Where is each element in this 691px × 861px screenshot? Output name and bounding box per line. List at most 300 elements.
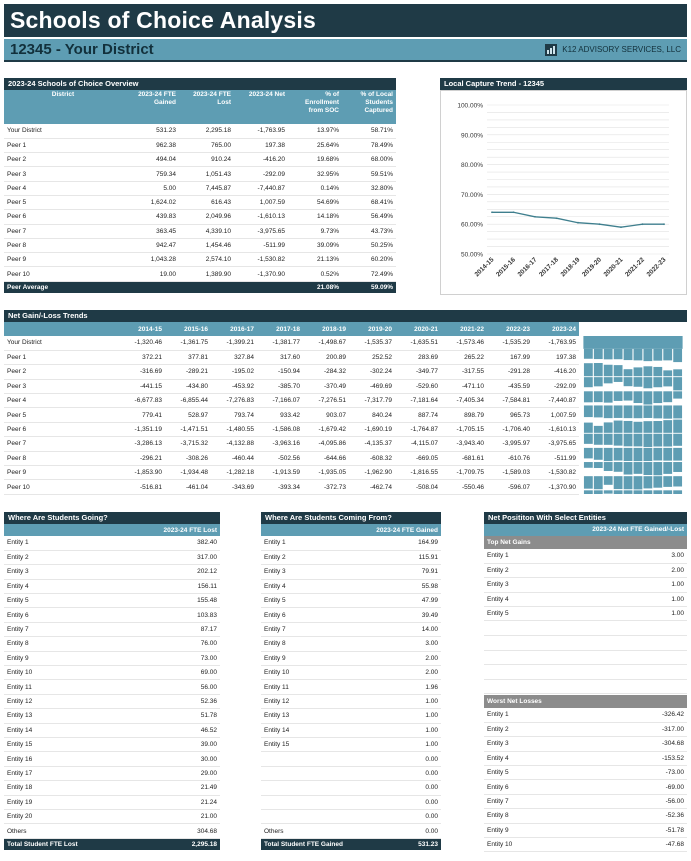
- entity-value: 0.00: [361, 781, 441, 795]
- overview-cell: 68.41%: [342, 195, 396, 209]
- table-row: [4, 253, 396, 267]
- spark-bar: [604, 434, 613, 445]
- data-point: [577, 222, 579, 224]
- spark-bar: [673, 405, 682, 418]
- entity-value: 39.49: [361, 608, 441, 622]
- spark-bar: [643, 434, 652, 447]
- netgl-cell: 933.42: [257, 408, 303, 422]
- spark-bar: [634, 448, 643, 461]
- netgl-cell: -3,943.40: [441, 437, 487, 451]
- overview-cell: 7,445.87: [179, 181, 234, 195]
- entity-value: 1.00: [361, 737, 441, 751]
- entity-name: Entity 7: [484, 794, 604, 808]
- spark-bar: [653, 367, 662, 376]
- netgl-cell: -508.04: [395, 480, 441, 494]
- spark-bar: [624, 490, 633, 494]
- list-item: [261, 651, 441, 665]
- entity-name: Entity 3: [261, 565, 361, 579]
- coming-title: Where Are Students Coming From?: [261, 512, 441, 524]
- netgl-cell: -7,405.34: [441, 394, 487, 408]
- entity-value: 0.00: [361, 766, 441, 780]
- chart-frame: [440, 90, 687, 295]
- spark-bar: [673, 377, 682, 390]
- entity-value: 87.17: [134, 622, 220, 636]
- spark-bar: [594, 426, 603, 433]
- overview-cell: 72.49%: [342, 267, 396, 281]
- worst-losses-header: Worst Net Losses: [484, 695, 687, 708]
- entity-value: 0.00: [361, 824, 441, 838]
- netgl-cell: 887.74: [395, 408, 441, 422]
- list-item: [261, 723, 441, 737]
- netgl-cell: -1,370.90: [533, 480, 579, 494]
- netgl-cell: -1,282.18: [211, 466, 257, 480]
- spark-bar: [614, 391, 623, 401]
- spark-bar: [584, 405, 593, 417]
- overview-cell: 1,043.28: [122, 253, 179, 267]
- entity-value: -326.42: [604, 708, 687, 722]
- entity-name: Entity 19: [4, 795, 134, 809]
- spark-bar: [594, 405, 603, 417]
- overview-footer-cell: [122, 281, 179, 293]
- spark-bar: [673, 434, 682, 446]
- entity-value: 55.98: [361, 579, 441, 593]
- netgl-cell: -195.02: [211, 365, 257, 379]
- netgl-cell: -4,132.88: [211, 437, 257, 451]
- spark-bar: [624, 405, 633, 418]
- overview-cell: 616.43: [179, 195, 234, 209]
- list-item: [484, 592, 687, 606]
- table-row: [4, 195, 396, 209]
- netgl-cell: -7,276.83: [211, 394, 257, 408]
- netgl-cell: -4,135.37: [349, 437, 395, 451]
- netgl-cell: -372.73: [303, 480, 349, 494]
- list-item: [4, 680, 220, 694]
- year-header: 2019-20: [368, 325, 392, 333]
- spark-bar: [624, 448, 633, 461]
- list-item: [261, 694, 441, 708]
- entity-value: 2.00: [361, 666, 441, 680]
- list-item: [484, 809, 687, 823]
- spark-bar: [594, 490, 603, 494]
- x-tick-label: 2018-19: [559, 256, 582, 279]
- overview-footer-cell: [179, 281, 234, 293]
- brand: [545, 39, 681, 61]
- entity-name: Entity 12: [261, 694, 361, 708]
- entity-name: Entity 12: [4, 694, 134, 708]
- x-tick-label: 2019-20: [581, 256, 603, 279]
- list-item: [484, 780, 687, 794]
- entity-name: Entity 3: [4, 565, 134, 579]
- overview-col-header: % of Enrollment from SOC: [305, 91, 339, 114]
- entity-value: -56.00: [604, 794, 687, 808]
- overview-cell: 962.38: [122, 138, 179, 152]
- list-item: [484, 837, 687, 851]
- spark-bar: [634, 490, 643, 494]
- netgl-cell: -296.21: [119, 451, 165, 465]
- netpos-title: Net Posititon With Select Entities: [484, 512, 687, 524]
- netgl-cell: -6,677.83: [119, 394, 165, 408]
- spark-bar: [584, 490, 593, 494]
- list-item: [484, 563, 687, 577]
- netgl-cell: 377.81: [165, 350, 211, 364]
- list-item: [261, 752, 441, 766]
- netgl-cell: -669.05: [395, 451, 441, 465]
- netgl-cell: 779.41: [119, 408, 165, 422]
- spark-bar: [663, 370, 672, 376]
- netgl-cell: 1,007.59: [533, 408, 579, 422]
- overview-cell: 0.14%: [288, 181, 342, 195]
- spark-bar: [663, 462, 672, 474]
- netgl-cell: -471.10: [441, 379, 487, 393]
- spark-bar: [584, 391, 593, 402]
- netgl-cell: -1,589.03: [487, 466, 533, 480]
- spark-bar: [673, 462, 682, 472]
- list-item: [261, 637, 441, 651]
- y-tick-label: 70.00%: [460, 191, 483, 199]
- data-point: [513, 211, 515, 213]
- list-item: [4, 824, 220, 838]
- overview-cell: 4,339.10: [179, 224, 234, 238]
- spark-bar: [604, 448, 613, 461]
- netgl-cell: -1,913.59: [257, 466, 303, 480]
- netgl-cell: -434.80: [165, 379, 211, 393]
- list-item: [4, 723, 220, 737]
- table-row: [4, 210, 396, 224]
- entity-name: Entity 9: [4, 651, 134, 665]
- entity-name: Entity 14: [261, 723, 361, 737]
- netgl-cell: 793.74: [211, 408, 257, 422]
- netgl-cell: 898.79: [441, 408, 487, 422]
- year-header: 2016-17: [230, 325, 254, 333]
- entity-value: 39.00: [134, 737, 220, 751]
- entity-name: Entity 10: [261, 666, 361, 680]
- overview-footer-cell: 21.08%: [288, 281, 342, 293]
- report-title: Schools of Choice Analysis: [4, 4, 687, 37]
- netgl-cell: -1,705.15: [441, 422, 487, 436]
- overview-cell: -3,975.65: [234, 224, 288, 238]
- entity-name: Entity 13: [261, 709, 361, 723]
- netgl-cell: -292.09: [533, 379, 579, 393]
- coming-total-value: 531.23: [361, 838, 441, 850]
- netgl-cell: 965.73: [487, 408, 533, 422]
- overview-cell: -511.99: [234, 238, 288, 252]
- spark-bar: [663, 448, 672, 461]
- list-item: [4, 752, 220, 766]
- overview-cell: 58.71%: [342, 124, 396, 138]
- entity-value: 2.00: [604, 563, 687, 577]
- netgl-cell: -1,399.21: [211, 336, 257, 350]
- spark-bar: [594, 363, 603, 376]
- netgl-cell: -1,935.05: [303, 466, 349, 480]
- overview-cell: 1,389.90: [179, 267, 234, 281]
- overview-cell: 14.18%: [288, 210, 342, 224]
- entity-name: Entity 1: [261, 536, 361, 550]
- list-item: [484, 794, 687, 808]
- netgl-cell: -7,276.51: [303, 394, 349, 408]
- list-item: [261, 709, 441, 723]
- netgl-cell: 327.84: [211, 350, 257, 364]
- spark-bar: [634, 422, 643, 433]
- entity-value: 29.00: [134, 766, 220, 780]
- netgl-cell: 197.38: [533, 350, 579, 364]
- year-header: 2022-23: [506, 325, 530, 333]
- entity-value: 1.00: [361, 709, 441, 723]
- coming-col-header: 2023-24 FTE Gained: [376, 526, 438, 534]
- spark-bar: [663, 420, 672, 433]
- entity-name: Entity 1: [484, 708, 604, 722]
- netgl-cell: -516.81: [119, 480, 165, 494]
- netgl-cell: 265.22: [441, 350, 487, 364]
- district-label: Peer 2: [4, 153, 122, 167]
- going-table: [4, 524, 220, 850]
- spark-bar: [634, 405, 643, 418]
- spark-header: [583, 336, 682, 349]
- overview-cell: -1,610.13: [234, 210, 288, 224]
- entity-value: 14.00: [361, 622, 441, 636]
- overview-cell: 942.47: [122, 238, 179, 252]
- entity-name: Entity 6: [484, 780, 604, 794]
- netgl-cell: -529.60: [395, 379, 441, 393]
- table-row: [4, 379, 579, 393]
- overview-cell: 32.80%: [342, 181, 396, 195]
- spark-bar: [584, 434, 593, 444]
- district-label: Peer 10: [4, 480, 119, 494]
- entity-value: 382.40: [134, 536, 220, 550]
- entity-value: 3.00: [361, 637, 441, 651]
- spark-bar: [663, 349, 672, 361]
- entity-name: Entity 14: [4, 723, 134, 737]
- spark-bar: [604, 391, 613, 402]
- data-point: [599, 223, 601, 225]
- entity-name: Entity 2: [484, 563, 604, 577]
- netgl-cell: -6,855.44: [165, 394, 211, 408]
- overview-cell: 531.23: [122, 124, 179, 138]
- overview-cell: 60.20%: [342, 253, 396, 267]
- netgl-cell: -644.66: [303, 451, 349, 465]
- spark-bar: [614, 490, 623, 494]
- spark-bar: [584, 377, 593, 387]
- netgl-cell: 528.97: [165, 408, 211, 422]
- netgl-cell: 167.99: [487, 350, 533, 364]
- entity-name: Entity 11: [4, 680, 134, 694]
- spark-bar: [604, 377, 613, 383]
- list-item: [484, 823, 687, 837]
- overview-cell: 759.34: [122, 167, 179, 181]
- x-tick-label: 2016-17: [516, 256, 539, 279]
- entity-value: 1.00: [604, 592, 687, 606]
- overview-cell: 39.09%: [288, 238, 342, 252]
- going-title: Where Are Students Going?: [4, 512, 220, 524]
- entity-name: Entity 5: [261, 594, 361, 608]
- table-row: [4, 138, 396, 152]
- overview-cell: 1,624.02: [122, 195, 179, 209]
- overview-cell: -1,370.90: [234, 267, 288, 281]
- district-name: 12345 - Your District: [10, 41, 154, 58]
- overview-table: [4, 90, 396, 293]
- spark-bar: [594, 476, 603, 489]
- entity-name: Others: [261, 824, 361, 838]
- list-item: [4, 766, 220, 780]
- list-item: [4, 637, 220, 651]
- netgl-cell: -1,498.67: [303, 336, 349, 350]
- netgl-cell: -453.92: [211, 379, 257, 393]
- spark-bar: [624, 369, 633, 376]
- district-label: Peer 4: [4, 181, 122, 195]
- netgl-cell: -1,709.75: [441, 466, 487, 480]
- spark-bar: [673, 490, 682, 494]
- list-item: [261, 579, 441, 593]
- entity-value: 30.00: [134, 752, 220, 766]
- spark-bar: [653, 349, 662, 361]
- overview-col-header: % of Local Students Captured: [360, 91, 393, 114]
- data-point: [642, 223, 644, 225]
- entity-name: Entity 15: [4, 737, 134, 751]
- entity-value: 0.00: [361, 809, 441, 823]
- spark-bar: [673, 476, 682, 486]
- entity-value: 47.99: [361, 594, 441, 608]
- list-item: [261, 622, 441, 636]
- entity-name: Entity 2: [484, 722, 604, 736]
- list-item: [261, 594, 441, 608]
- entity-value: -52.36: [604, 809, 687, 823]
- entity-value: -51.78: [604, 823, 687, 837]
- net-position-panel: [484, 512, 687, 852]
- netgl-cell: -1,763.95: [533, 336, 579, 350]
- entity-value: 3.00: [604, 549, 687, 563]
- entity-name: Entity 20: [4, 809, 134, 823]
- list-item: [4, 536, 220, 550]
- spark-bar: [643, 490, 652, 494]
- netgl-cell: 200.89: [303, 350, 349, 364]
- spark-bar: [624, 349, 633, 360]
- netgl-cell: -1,962.90: [349, 466, 395, 480]
- students-coming-panel: [261, 512, 441, 850]
- spark-bar: [653, 377, 662, 387]
- table-row: [4, 437, 579, 451]
- overview-cell: 363.45: [122, 224, 179, 238]
- netgl-cell: -1,530.82: [533, 466, 579, 480]
- netgl-cell: -349.77: [395, 365, 441, 379]
- netgl-cell: -370.49: [303, 379, 349, 393]
- x-tick-label: 2020-21: [602, 256, 625, 279]
- netgl-cell: -291.28: [487, 365, 533, 379]
- chart-title: Local Capture Trend - 12345: [440, 78, 687, 90]
- list-item: [4, 795, 220, 809]
- entity-name: Entity 7: [4, 622, 134, 636]
- list-item: [4, 737, 220, 751]
- spark-bar: [604, 405, 613, 418]
- entity-name: Entity 7: [261, 622, 361, 636]
- list-item: [484, 708, 687, 722]
- overview-cell: 19.00: [122, 267, 179, 281]
- overview-col-header: 2023-24 FTE Gained: [138, 91, 176, 106]
- entity-value: 0.00: [361, 795, 441, 809]
- netgl-cell: -511.99: [533, 451, 579, 465]
- list-item: [4, 781, 220, 795]
- x-tick-label: 2017-18: [538, 256, 560, 279]
- table-row: [4, 181, 396, 195]
- overview-cell: 439.83: [122, 210, 179, 224]
- netgl-cell: -7,584.81: [487, 394, 533, 408]
- netgl-cell: -1,471.51: [165, 422, 211, 436]
- district-label: Peer 7: [4, 224, 122, 238]
- list-item: [4, 666, 220, 680]
- table-row: [4, 153, 396, 167]
- district-label: Peer 3: [4, 379, 119, 393]
- entity-value: 1.96: [361, 680, 441, 694]
- going-total-label: Total Student FTE Lost: [4, 838, 134, 850]
- entity-value: 21.49: [134, 781, 220, 795]
- netgl-cell: -1,635.51: [395, 336, 441, 350]
- spark-bar: [643, 366, 652, 376]
- x-tick-label: 2015-16: [495, 256, 517, 279]
- overview-cell: 59.51%: [342, 167, 396, 181]
- entity-value: -73.00: [604, 765, 687, 779]
- spark-bar: [604, 365, 613, 376]
- spark-bar: [614, 365, 623, 376]
- spark-bar: [673, 448, 682, 461]
- overview-cell: 494.04: [122, 153, 179, 167]
- entity-value: 76.00: [134, 637, 220, 651]
- netgl-cell: -7,317.79: [349, 394, 395, 408]
- netgl-cell: -343.69: [211, 480, 257, 494]
- netgl-cell: -7,181.64: [395, 394, 441, 408]
- spark-bar: [673, 349, 682, 362]
- netgl-cell: -1,586.08: [257, 422, 303, 436]
- netgl-sparkline-bars: [579, 336, 687, 494]
- list-item: [261, 781, 441, 795]
- list-item: [4, 550, 220, 564]
- list-item: [484, 737, 687, 751]
- top-gains-header: Top Net Gains: [484, 536, 687, 549]
- netgl-cell: -681.61: [441, 451, 487, 465]
- spark-bar: [614, 462, 623, 472]
- y-tick-label: 100.00%: [457, 102, 483, 110]
- spark-bar: [614, 476, 623, 489]
- year-header: 2021-22: [460, 325, 484, 333]
- spark-bar: [584, 476, 593, 488]
- netgl-cell: -416.20: [533, 365, 579, 379]
- spark-bar: [663, 405, 672, 418]
- list-item: [261, 565, 441, 579]
- spark-bar: [624, 421, 633, 433]
- list-item: [4, 622, 220, 636]
- entity-value: 103.83: [134, 608, 220, 622]
- table-row: [4, 224, 396, 238]
- overview-cell: 9.73%: [288, 224, 342, 238]
- netgl-cell: -3,975.65: [533, 437, 579, 451]
- overview-cell: 50.25%: [342, 238, 396, 252]
- netgl-cell: -1,764.87: [395, 422, 441, 436]
- list-item: [4, 608, 220, 622]
- spark-bar: [643, 421, 652, 433]
- netgl-cell: -1,816.55: [395, 466, 441, 480]
- spark-bar: [653, 490, 662, 494]
- overview-cell: 2,574.10: [179, 253, 234, 267]
- going-col-header: 2023-24 FTE Lost: [163, 526, 217, 534]
- spark-bar: [663, 391, 672, 402]
- netgl-cell: -284.32: [303, 365, 349, 379]
- spark-bar: [673, 420, 682, 433]
- spark-bar: [653, 405, 662, 418]
- entity-value: 46.52: [134, 723, 220, 737]
- netgl-cell: -150.94: [257, 365, 303, 379]
- entity-name: Entity 4: [4, 579, 134, 593]
- netgl-cell: -302.24: [349, 365, 395, 379]
- spark-bar: [614, 448, 623, 461]
- entity-value: -304.68: [604, 737, 687, 751]
- list-item: [261, 608, 441, 622]
